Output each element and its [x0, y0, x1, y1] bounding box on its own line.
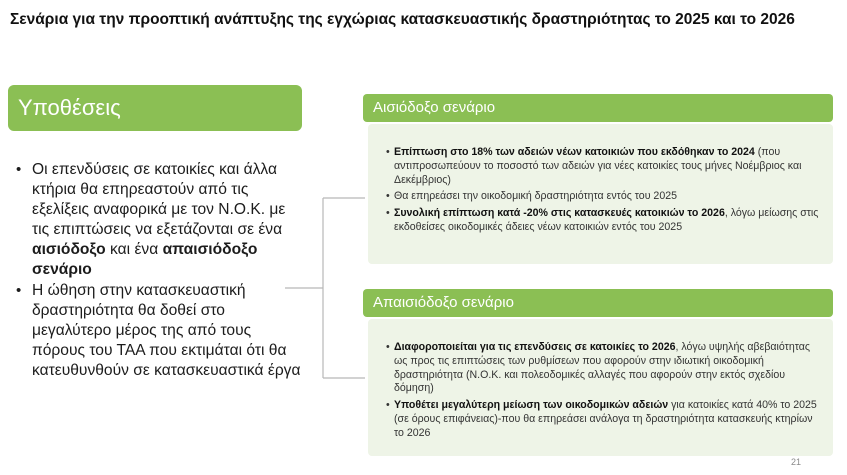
hypothesis-item-1	[16, 160, 306, 279]
pessimistic-item-1	[386, 341, 821, 396]
optimistic-item-1-text: (που αντιπροσωπεύουν το ποσοστό των αδειών για νέες κατοικίες τους μήνες Νοέμβριος και Δεκέμβριος)	[394, 146, 802, 186]
hypotheses-list	[16, 160, 306, 383]
optimistic-item-3-bold: Συνολική επίπτωση κατά -20% στις κατασκευές κατοικιών το 2026	[394, 207, 725, 220]
hypothesis-1-bold-a: αισιόδοξο	[32, 240, 106, 258]
optimistic-item-2-text: Θα επηρεάσει την οικοδομική δραστηριότητα εντός του 2025	[394, 190, 677, 203]
page-number: 21	[791, 457, 802, 467]
hypothesis-1-bold-b: απαισιόδοξο σενάριο	[32, 240, 258, 278]
hypothesis-1-text-a: Οι επενδύσεις σε κατοικίες και άλλα κτήρια θα επηρεαστούν από τις εξελίξεις αναφορικά με τον Ν.Ο.Κ. με τις επιπτώσεις να εξετάζονται σε ένα	[32, 161, 286, 238]
optimistic-item-3	[386, 207, 821, 235]
bullet-icon: •	[16, 282, 22, 300]
hypotheses-header: Υποθέσεις	[8, 85, 302, 131]
optimistic-item-3-text: , λόγω μείωσης στις εκδοθείσες οικοδομικές άδειες νέων κατοικιών εντός του 2025	[394, 207, 819, 233]
pessimistic-item-2-bold: Υποθέτει μεγαλύτερη μείωση των οικοδομικών αδειών	[394, 399, 669, 412]
hypothesis-1-text-b: και ένα	[105, 240, 163, 258]
pessimistic-item-2	[386, 399, 821, 440]
pessimistic-item-1-bold: Διαφοροποιείται για τις επενδύσεις σε κατοικίες το 2026	[394, 341, 676, 353]
bullet-icon: •	[386, 190, 390, 203]
bullet-icon: •	[16, 161, 22, 178]
bullet-icon: •	[386, 207, 390, 220]
optimistic-item-2	[386, 190, 821, 204]
bullet-icon: •	[386, 341, 390, 353]
bracket-connector-icon	[285, 170, 365, 400]
pessimistic-scenario-panel	[368, 319, 833, 456]
pessimistic-item-2-text: για κατοικίες κατά 40% το 2025 (σε όρους επιφάνειας)-που θα επηρεάσει ανάλογα τη δραστηριότητα κατασκευής κτηρίων το 2026	[394, 399, 817, 439]
pessimistic-scenario-header: Απαισιόδοξο σενάριο	[363, 289, 833, 317]
bullet-icon: •	[386, 146, 390, 158]
pessimistic-item-1-text: , λόγω υψηλής αβεβαιότητας ως προς τις επιπτώσεις των ρυθμίσεων που αφορούν στην ιδιωτική οικοδομική δραστηριότητα (Ν.Ο.Κ. και πολεοδομικές αλλαγές που αφορούν στην εκτός σχεδίου δόμηση)	[394, 341, 810, 395]
optimistic-scenario-panel	[368, 124, 833, 264]
hypothesis-item-2	[16, 281, 306, 381]
page-title: Σενάρια για την προοπτική ανάπτυξης της εγχώριας κατασκευαστικής δραστηριότητας το 2025 και το 2026	[10, 11, 795, 28]
hypothesis-2-text: Η ώθηση στην κατασκευαστική δραστηριότητα θα δοθεί στο μεγαλύτερο μέρος της από τους πόρους του ΤΑΑ που εκτιμάται ότι θα κατευθυνθούν σε κατασκευαστικά έργα	[32, 282, 301, 380]
optimistic-item-1	[386, 146, 821, 187]
optimistic-item-1-bold: Επίπτωση στο 18% των αδειών νέων κατοικιών που εκδόθηκαν το 2024	[394, 146, 755, 158]
bullet-icon: •	[386, 399, 390, 412]
optimistic-scenario-header: Αισιόδοξο σενάριο	[363, 94, 833, 122]
